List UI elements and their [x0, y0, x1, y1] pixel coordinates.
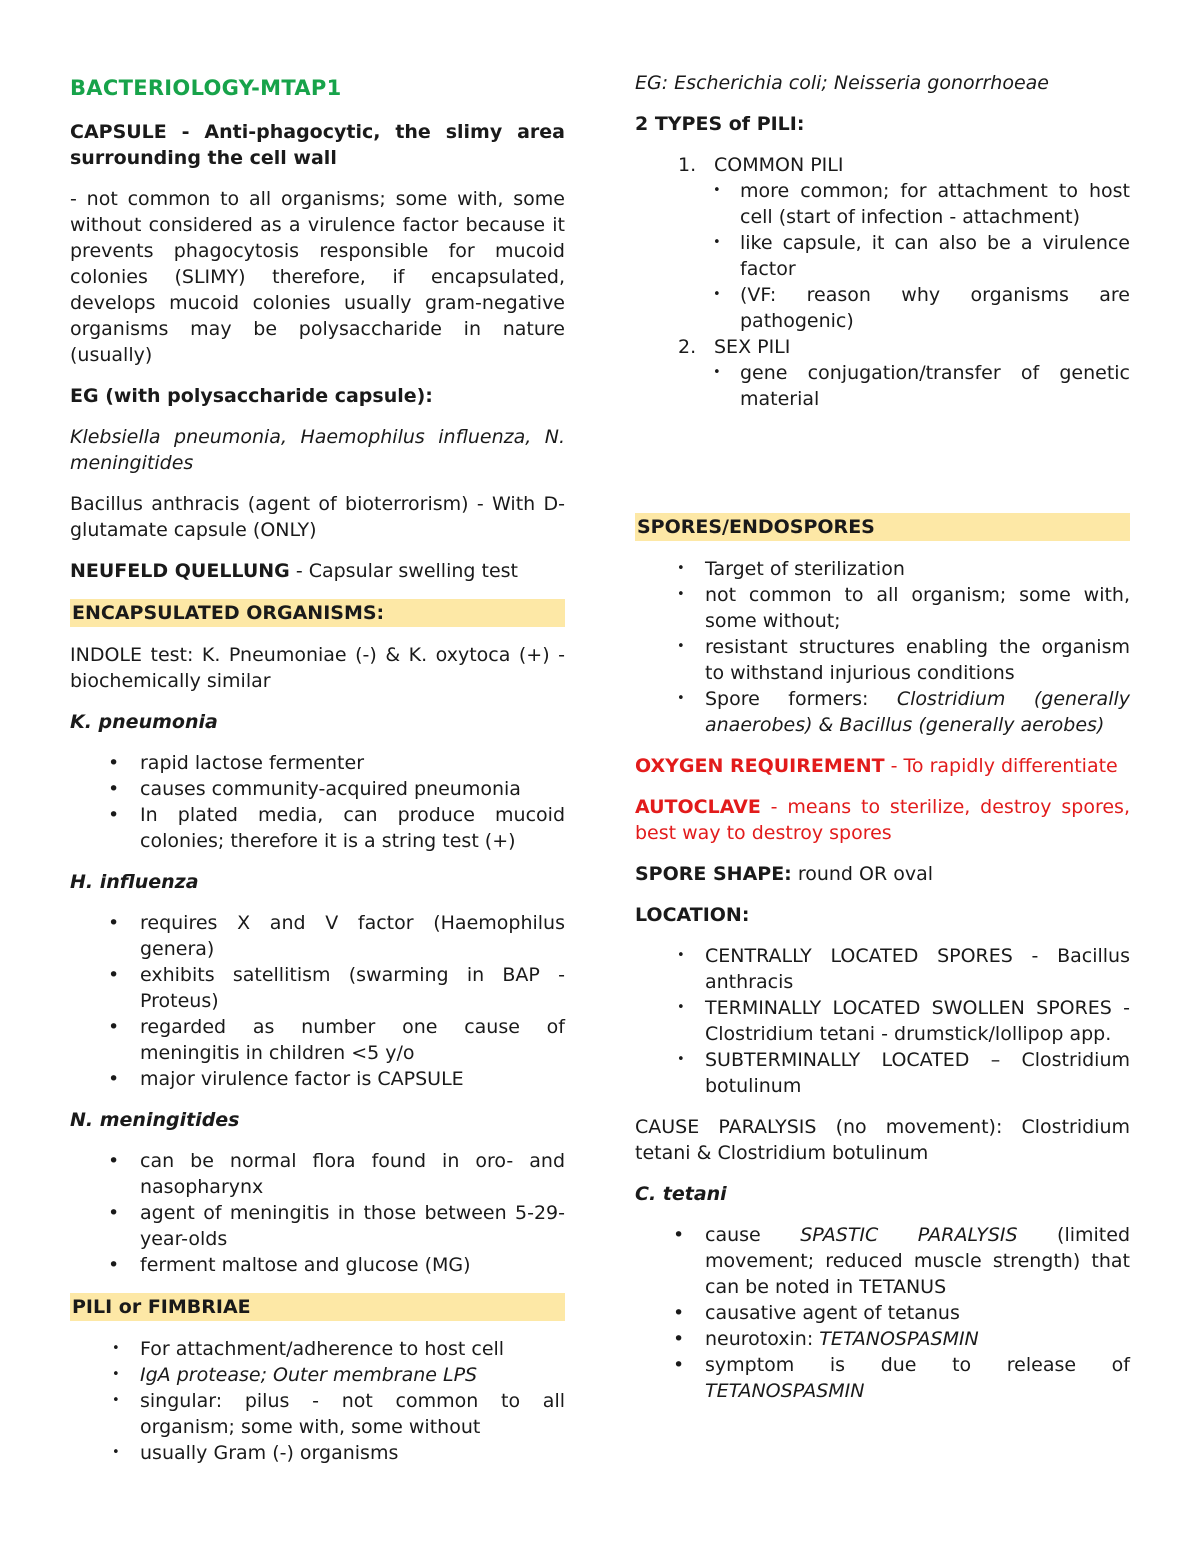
indole-note: INDOLE test: K. Pneumoniae (-) & K. oxytoca (+) - biochemically similar [70, 644, 565, 692]
spore-formers-prefix: Spore formers: [705, 688, 897, 710]
list-item: • resistant structures enabling the organism to withstand injurious conditions [635, 634, 1130, 686]
list-item: • CENTRALLY LOCATED SPORES - Bacillus anthracis [635, 943, 1130, 995]
autoclave [635, 794, 1130, 846]
list-item [635, 1222, 1130, 1300]
hinf-list [70, 910, 565, 1092]
list-item: • SUBTERMINALLY LOCATED – Clostridium botulinum [635, 1047, 1130, 1099]
list-item [635, 1326, 1130, 1352]
encapsulated-heading: ENCAPSULATED ORGANISMS: [70, 599, 565, 627]
nmen-heading: N. meningitides [70, 1109, 240, 1131]
spacer [635, 427, 1130, 513]
list-item: • causes community-acquired pneumonia [70, 776, 565, 802]
list-item: • regarded as number one cause of meningitis in children <5 y/o [70, 1014, 565, 1066]
text-span: cause [705, 1224, 801, 1246]
spore-shape [635, 861, 1130, 887]
paralysis-note: CAUSE PARALYSIS (no movement): Clostridium tetani & Clostridium botulinum [635, 1116, 1130, 1164]
pili-list [70, 1336, 565, 1466]
list-item: • singular: pilus - not common to all organism; some with, some without [70, 1388, 565, 1440]
text-span: neurotoxin: [705, 1328, 820, 1350]
list-item-spore-formers [635, 686, 1130, 738]
list-item: • not common to all organism; some with, some without; [635, 582, 1130, 634]
list-item: • Target of sterilization [635, 556, 1130, 582]
list-item: • causative agent of tetanus [635, 1300, 1130, 1326]
list-item: • IgA protease; Outer membrane LPS [70, 1362, 565, 1388]
location-heading: LOCATION: [635, 904, 750, 926]
list-item: • For attachment/adherence to host cell [70, 1336, 565, 1362]
spores-heading: SPORES/ENDOSPORES [635, 513, 1130, 541]
list-item: • rapid lactose fermenter [70, 750, 565, 776]
sex-pili-label: SEX PILI [714, 336, 791, 358]
bacillus-note: Bacillus anthracis (agent of bioterrorism) - With D-glutamate capsule (ONLY) [70, 493, 565, 541]
text-span: (limited movement; reduced muscle strength) that can be noted in TETANUS [705, 1224, 1131, 1298]
spastic-paralysis-term: SPASTIC PARALYSIS [800, 1224, 1018, 1246]
list-number: 1. [678, 154, 697, 176]
list-item: • like capsule, it can also be a virulence factor [635, 230, 1130, 282]
hinf-heading: H. influenza [70, 871, 199, 893]
oxygen-definition: - To rapidly differentiate [884, 755, 1118, 777]
kpn-list [70, 750, 565, 854]
tetanospasmin-term: TETANOSPASMIN [819, 1328, 979, 1350]
tetanospasmin-term: TETANOSPASMIN [705, 1380, 865, 1402]
list-item: • major virulence factor is CAPSULE [70, 1066, 565, 1092]
oxygen-term: OXYGEN REQUIREMENT [635, 755, 885, 777]
autoclave-definition: - means to sterilize, destroy spores, best way to destroy spores [635, 796, 1130, 844]
eg-heading: EG (with polysaccharide capsule): [70, 385, 433, 407]
list-number: 2. [678, 336, 697, 358]
capsule-body: - not common to all organisms; some with, some without considered as a virulence factor because it prevents phagocytosis responsible for mucoid colonies (SLIMY) therefore, if encapsulated, develops mucoid colonies usually gram-negative organisms may be polysaccharide in nature (usually) [70, 188, 565, 366]
autoclave-term: AUTOCLAVE [635, 796, 761, 818]
list-item: • agent of meningitis in those between 5-29-year-olds [70, 1200, 565, 1252]
kpn-heading: K. pneumonia [70, 711, 218, 733]
ctetani-list [635, 1222, 1130, 1404]
oxygen-requirement [635, 753, 1130, 779]
list-item: • more common; for attachment to host cell (start of infection - attachment) [635, 178, 1130, 230]
capsule-heading: CAPSULE - Anti-phagocytic, the slimy area surrounding the cell wall [70, 121, 565, 169]
document-title: BACTERIOLOGY-MTAP1 [70, 76, 342, 100]
pili-examples: EG: Escherichia coli; Neisseria gonorrhoeae [635, 72, 1049, 94]
neufeld-definition: - Capsular swelling test [289, 560, 518, 582]
list-item [635, 1352, 1130, 1404]
list-item: • can be normal flora found in oro- and nasopharynx [70, 1148, 565, 1200]
pili-types-list [635, 152, 1130, 412]
list-item: • In plated media, can produce mucoid colonies; therefore it is a string test (+) [70, 802, 565, 854]
spores-list [635, 556, 1130, 738]
spore-formers-examples: Clostridium (generally anaerobes) & Bacillus (generally aerobes) [705, 688, 1130, 736]
pili-heading: PILI or FIMBRIAE [70, 1293, 565, 1321]
spore-shape-term: SPORE SHAPE: [635, 863, 792, 885]
eg-species: Klebsiella pneumonia, Haemophilus influenza, N. meningitides [70, 426, 565, 474]
location-list [635, 943, 1130, 1099]
neufeld-term: NEUFELD QUELLUNG [70, 560, 290, 582]
list-item: • exhibits satellitism (swarming in BAP - Proteus) [70, 962, 565, 1014]
list-item: • requires X and V factor (Haemophilus genera) [70, 910, 565, 962]
ctetani-heading: C. tetani [635, 1183, 727, 1205]
spore-shape-value: round OR oval [791, 863, 934, 885]
pili-types-heading: 2 TYPES of PILI: [635, 113, 805, 135]
neufeld-line [70, 558, 565, 584]
sex-pili-sublist [714, 360, 1130, 412]
list-item-common-pili [635, 152, 1130, 334]
left-column [70, 70, 565, 1481]
common-pili-label: COMMON PILI [714, 154, 844, 176]
list-item-sex-pili [635, 334, 1130, 412]
common-pili-sublist [714, 178, 1130, 334]
list-item: • usually Gram (-) organisms [70, 1440, 565, 1466]
text-span: symptom is due to release of [705, 1354, 1130, 1376]
right-column [635, 70, 1130, 1419]
list-item: • ferment maltose and glucose (MG) [70, 1252, 565, 1278]
list-item: • gene conjugation/transfer of genetic material [635, 360, 1130, 412]
list-item: • (VF: reason why organisms are pathogenic) [635, 282, 1130, 334]
list-item: • TERMINALLY LOCATED SWOLLEN SPORES - Clostridium tetani - drumstick/lollipop app. [635, 995, 1130, 1047]
nmen-list [70, 1148, 565, 1278]
